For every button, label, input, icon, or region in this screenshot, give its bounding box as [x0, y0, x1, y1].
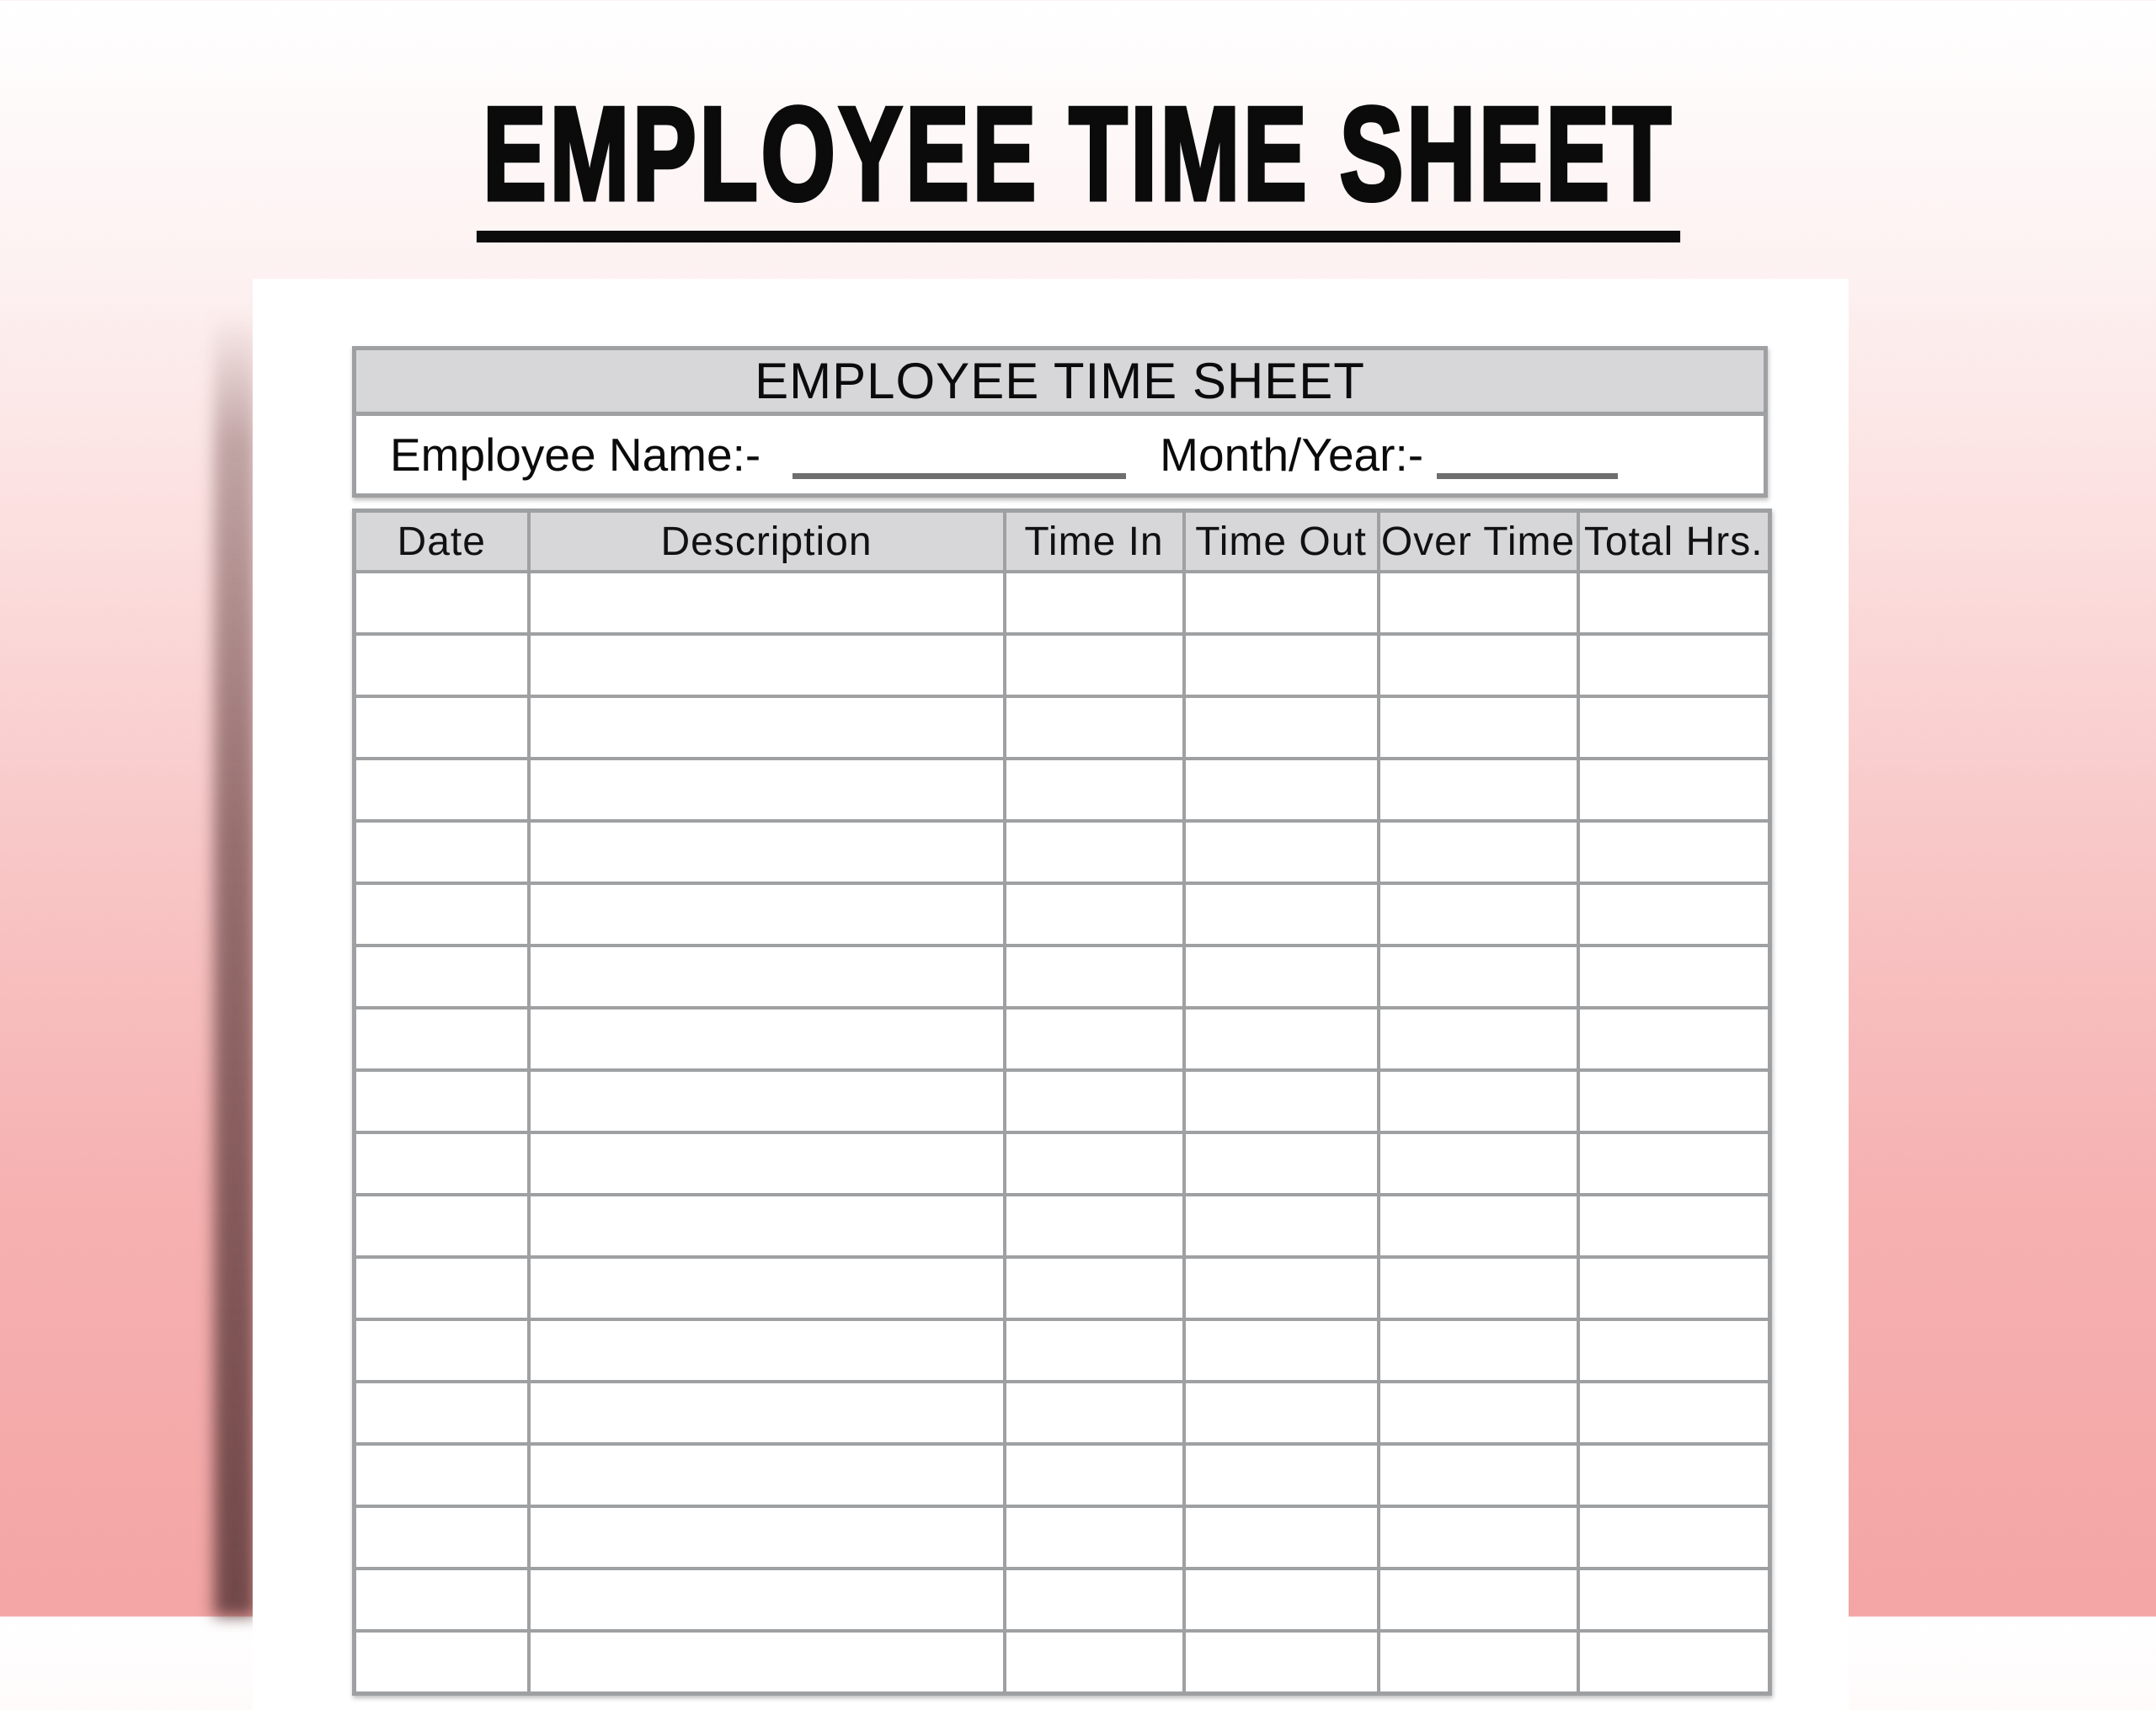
timesheet-cell	[1578, 572, 1770, 634]
paper-shadow	[214, 313, 256, 1617]
timesheet-cell	[1578, 1319, 1770, 1382]
timesheet-sheet	[253, 279, 1849, 1696]
timesheet-cell	[1379, 1382, 1578, 1444]
timesheet-cell	[529, 946, 1005, 1008]
timesheet-cell	[1005, 1070, 1184, 1132]
timesheet-cell	[529, 1070, 1005, 1132]
timesheet-cell	[355, 1319, 529, 1382]
timesheet-cell	[529, 634, 1005, 696]
timesheet-cell	[1005, 634, 1184, 696]
timesheet-cell	[1578, 1631, 1770, 1694]
timesheet-cell	[1379, 883, 1578, 946]
timesheet-cell	[1184, 1569, 1379, 1631]
timesheet-cell	[355, 1257, 529, 1319]
timesheet-cell	[1379, 1008, 1578, 1070]
timesheet-cell	[1379, 696, 1578, 759]
table-row	[355, 821, 1770, 883]
timesheet-cell	[355, 572, 529, 634]
timesheet-cell	[355, 634, 529, 696]
timesheet-cell	[529, 1569, 1005, 1631]
month-year-label: Month/Year:-	[1160, 429, 1424, 481]
timesheet-cell	[1005, 759, 1184, 821]
timesheet-cell	[1379, 634, 1578, 696]
timesheet-paper	[253, 279, 1849, 1710]
timesheet-cell	[355, 1631, 529, 1694]
timesheet-cell	[355, 1382, 529, 1444]
masthead	[0, 0, 2156, 242]
timesheet-cell	[1578, 1070, 1770, 1132]
table-row	[355, 1008, 1770, 1070]
timesheet-cell	[1578, 1257, 1770, 1319]
timesheet-cell	[529, 1631, 1005, 1694]
timesheet-cell	[1005, 1195, 1184, 1257]
timesheet-cell	[355, 759, 529, 821]
timesheet-cell	[1379, 1631, 1578, 1694]
timesheet-cell	[529, 572, 1005, 634]
timesheet-cell	[529, 1444, 1005, 1506]
timesheet-table-body	[355, 572, 1770, 1694]
timesheet-cell	[1578, 1444, 1770, 1506]
table-row	[355, 1070, 1770, 1132]
timesheet-cell	[1578, 1506, 1770, 1569]
timesheet-cell	[1005, 821, 1184, 883]
column-header-date: Date	[355, 511, 529, 573]
timesheet-cell	[1379, 1132, 1578, 1195]
timesheet-cell	[355, 1444, 529, 1506]
timesheet-cell	[1578, 1382, 1770, 1444]
sheet-header-title: EMPLOYEE TIME SHEET	[755, 353, 1365, 409]
employee-name-label: Employee Name:-	[390, 429, 761, 481]
table-row	[355, 696, 1770, 759]
table-row	[355, 883, 1770, 946]
timesheet-cell	[355, 1070, 529, 1132]
table-row	[355, 759, 1770, 821]
table-row	[355, 572, 1770, 634]
timesheet-cell	[1379, 1444, 1578, 1506]
timesheet-cell	[1184, 696, 1379, 759]
timesheet-cell	[1578, 696, 1770, 759]
timesheet-cell	[529, 883, 1005, 946]
timesheet-cell	[1184, 883, 1379, 946]
timesheet-cell	[1379, 946, 1578, 1008]
timesheet-cell	[1005, 1631, 1184, 1694]
page-title-text: EMPLOYEE TIME SHEET	[476, 88, 1679, 242]
timesheet-cell	[355, 1506, 529, 1569]
column-header-description: Description	[529, 511, 1005, 573]
sheet-header-bar	[352, 346, 1768, 412]
timesheet-cell	[355, 1132, 529, 1195]
timesheet-table	[352, 509, 1772, 1696]
timesheet-cell	[355, 946, 529, 1008]
timesheet-cell	[1005, 1569, 1184, 1631]
timesheet-cell	[1184, 1319, 1379, 1382]
month-year-blank-field	[1437, 450, 1618, 479]
table-row	[355, 946, 1770, 1008]
timesheet-cell	[1184, 634, 1379, 696]
timesheet-cell	[1578, 634, 1770, 696]
timesheet-cell	[1005, 572, 1184, 634]
timesheet-cell	[1184, 1444, 1379, 1506]
timesheet-cell	[1379, 1569, 1578, 1631]
timesheet-cell	[1578, 883, 1770, 946]
timesheet-cell	[1184, 946, 1379, 1008]
table-row	[355, 1132, 1770, 1195]
timesheet-cell	[1005, 1257, 1184, 1319]
timesheet-cell	[1578, 759, 1770, 821]
table-row	[355, 1319, 1770, 1382]
timesheet-cell	[1005, 946, 1184, 1008]
column-header-time-out: Time Out	[1184, 511, 1379, 573]
timesheet-cell	[1184, 821, 1379, 883]
timesheet-cell	[355, 1008, 529, 1070]
column-header-time-in: Time In	[1005, 511, 1184, 573]
timesheet-cell	[1005, 883, 1184, 946]
timesheet-cell	[529, 1506, 1005, 1569]
table-row	[355, 1195, 1770, 1257]
timesheet-cell	[529, 1257, 1005, 1319]
timesheet-cell	[1184, 1506, 1379, 1569]
table-row	[355, 1631, 1770, 1694]
timesheet-cell	[529, 1382, 1005, 1444]
timesheet-cell	[1184, 1631, 1379, 1694]
timesheet-cell	[1379, 1319, 1578, 1382]
employee-info-row	[352, 412, 1768, 498]
column-header-over-time: Over Time	[1379, 511, 1578, 573]
timesheet-cell	[1578, 1008, 1770, 1070]
timesheet-cell	[1379, 1195, 1578, 1257]
column-header-total-hrs: Total Hrs.	[1578, 511, 1770, 573]
timesheet-cell	[1379, 1506, 1578, 1569]
timesheet-cell	[529, 1195, 1005, 1257]
timesheet-cell	[1005, 1132, 1184, 1195]
timesheet-cell	[1184, 1008, 1379, 1070]
timesheet-cell	[1184, 759, 1379, 821]
timesheet-cell	[1578, 1569, 1770, 1631]
timesheet-cell	[1184, 1382, 1379, 1444]
table-header-row	[355, 511, 1770, 573]
timesheet-cell	[529, 821, 1005, 883]
timesheet-cell	[1379, 759, 1578, 821]
timesheet-cell	[1005, 1444, 1184, 1506]
timesheet-cell	[1379, 1070, 1578, 1132]
timesheet-cell	[529, 759, 1005, 821]
timesheet-cell	[529, 1319, 1005, 1382]
timesheet-cell	[1379, 572, 1578, 634]
timesheet-cell	[355, 883, 529, 946]
table-row	[355, 1382, 1770, 1444]
timesheet-cell	[1578, 821, 1770, 883]
timesheet-cell	[529, 1008, 1005, 1070]
timesheet-cell	[1005, 1319, 1184, 1382]
timesheet-cell	[1578, 946, 1770, 1008]
timesheet-cell	[1184, 1257, 1379, 1319]
timesheet-cell	[1005, 1382, 1184, 1444]
timesheet-cell	[355, 821, 529, 883]
timesheet-cell	[1184, 1132, 1379, 1195]
employee-name-blank-field	[792, 450, 1126, 479]
table-row	[355, 1444, 1770, 1506]
page-title	[243, 80, 1914, 242]
timesheet-cell	[1005, 1008, 1184, 1070]
table-row	[355, 634, 1770, 696]
timesheet-cell	[1379, 821, 1578, 883]
timesheet-cell	[1379, 1257, 1578, 1319]
timesheet-cell	[355, 696, 529, 759]
timesheet-cell	[529, 696, 1005, 759]
timesheet-cell	[355, 1195, 529, 1257]
timesheet-cell	[1578, 1132, 1770, 1195]
timesheet-cell	[529, 1132, 1005, 1195]
timesheet-cell	[1005, 1506, 1184, 1569]
table-row	[355, 1569, 1770, 1631]
table-row	[355, 1506, 1770, 1569]
timesheet-cell	[1005, 696, 1184, 759]
table-row	[355, 1257, 1770, 1319]
timesheet-cell	[1184, 572, 1379, 634]
timesheet-cell	[1184, 1070, 1379, 1132]
timesheet-cell	[355, 1569, 529, 1631]
timesheet-cell	[1578, 1195, 1770, 1257]
timesheet-cell	[1184, 1195, 1379, 1257]
